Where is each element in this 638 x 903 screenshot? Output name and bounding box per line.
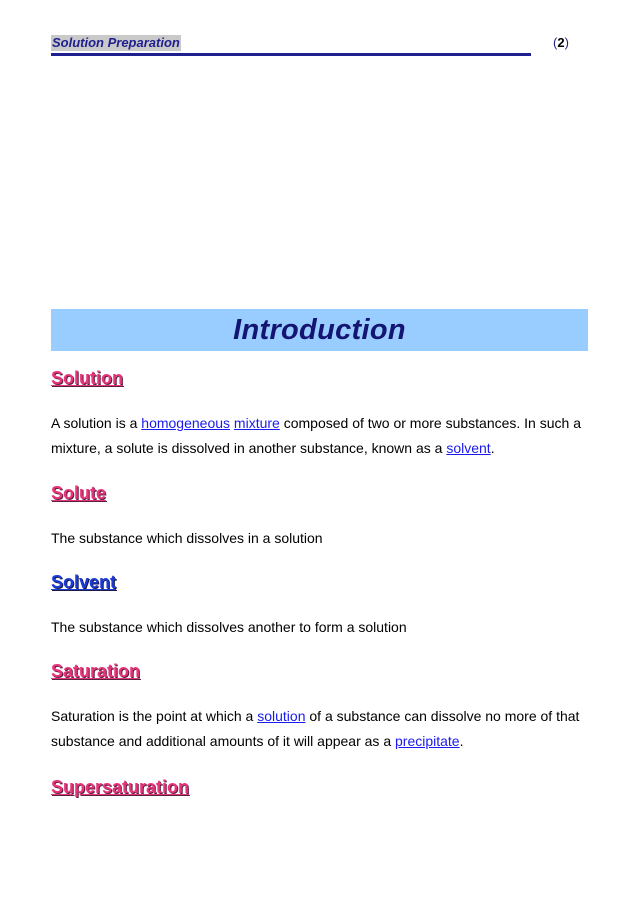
section-banner <box>51 309 588 351</box>
page-number: (2) <box>553 35 569 50</box>
heading-supersaturation: Supersaturation <box>51 777 190 797</box>
paragraph-saturation: Saturation is the point at which a solution of a substance can dissolve no more of that substance and additional amounts of it will appear as a precipitate. <box>51 708 580 749</box>
running-header-title: Solution Preparation <box>52 35 180 50</box>
heading-solvent: Solvent <box>51 572 117 592</box>
link-homogeneous[interactable]: homogeneous <box>141 415 231 431</box>
paragraph-solute: The substance which dissolves in a solution <box>51 530 323 546</box>
header-rule <box>51 53 531 56</box>
link-mixture[interactable]: mixture <box>233 415 280 431</box>
link-precipitate[interactable]: precipitate <box>395 733 460 749</box>
link-solvent[interactable]: solvent <box>446 440 491 456</box>
paragraph-solvent: The substance which dissolves another to form a solution <box>51 619 407 635</box>
banner-title: Introduction <box>233 313 406 346</box>
link-solution[interactable]: solution <box>257 708 306 724</box>
heading-solution: Solution <box>51 368 123 388</box>
heading-saturation: Saturation <box>51 661 141 681</box>
heading-solute: Solute <box>51 483 107 503</box>
paragraph-solution: A solution is a homogeneous mixture composed of two or more substances. In such a mixture, a solute is dissolved in another substance, known as a solvent. <box>51 415 581 456</box>
